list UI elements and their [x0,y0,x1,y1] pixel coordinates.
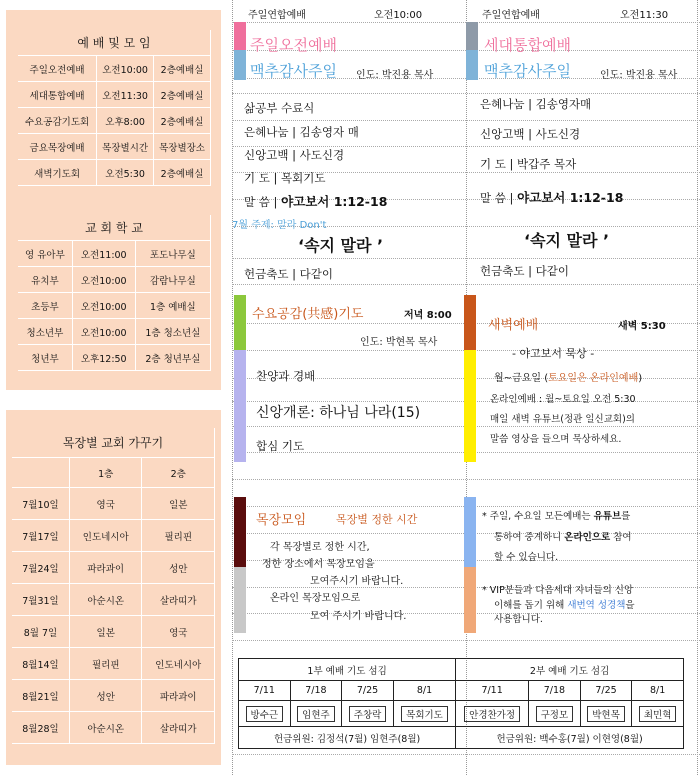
worship-cell: 2층예배실 [154,82,211,108]
duty-s2-date: 7/25 [580,681,632,701]
cleaning-cell: 8월14일 [12,648,70,680]
worship-cell: 금요목장예배 [18,134,97,160]
duty-s2-name: 구정모 [536,706,574,722]
worship-row [18,56,211,82]
school-cell: 청소년부 [18,319,73,345]
worship-cell: 세대통합예배 [18,82,97,108]
wed-time: 저녁 8:00 [404,310,452,321]
cleaning-cell: 성안 [142,552,215,584]
worship-row [18,160,211,186]
cleaning-cell: 7월17일 [12,520,70,552]
cleaning-header-row [12,458,215,488]
col2-sermon: 말 씀 | 야고보서 1:12-18 [480,190,624,205]
col1-bar-pink [234,22,246,50]
col2-service-title: 세대통합예배 [484,36,571,54]
wed-praise: 찬양과 경배 [256,369,316,383]
duty-s2-name-cell [580,701,632,727]
worship-cell: 오후8:00 [97,108,154,134]
duty-s1-name: 주창락 [349,706,387,722]
cleaning-cell: 7월24일 [12,552,70,584]
cleaning-header-cell: 1층 [70,458,143,488]
cleaning-cell: 일본 [70,616,143,648]
school-cell: 오전10:00 [73,293,136,319]
duty-s2-name: 최민혁 [639,706,677,722]
cleaning-row [12,520,215,552]
duty-s1-name-cell [290,701,342,727]
cleaning-cell: 7월10일 [12,488,70,520]
school-cell: 영 유아부 [18,241,73,267]
duty-s2-offering: 헌금위원: 백수홍(7월) 이현영(8월) [456,727,684,749]
school-cell: 오후12:50 [73,345,136,371]
col1-offering: 헌금축도 | 다같이 [244,267,333,281]
duty-s2-name: 박현목 [587,706,625,722]
worship-cell: 수요공감기도회 [18,108,97,134]
duty-s1-date: 7/25 [342,681,394,701]
cell-line-5: 모여 주시기 바랍니다. [310,611,407,622]
dawn-book: - 야고보서 묵상 - [512,347,595,360]
worship-cell: 2층예배실 [154,56,211,82]
duty-table [238,658,684,749]
cleaning-row [12,488,215,520]
cleaning-cell: 아순시온 [70,584,143,616]
col1-subtitle: 맥추감사주일 [250,62,337,80]
col2-sermon-ref: 야고보서 1:12-18 [517,190,624,205]
school-cell: 감람나무실 [136,267,211,293]
cleaning-cell: 영국 [142,616,215,648]
school-row [18,241,211,267]
cleaning-cell: 성안 [70,680,143,712]
worship-cell: 오전5:30 [97,160,154,186]
school-cell: 오전10:00 [73,267,136,293]
cleaning-row [12,712,215,744]
worship-table-title: 예 배 및 모 임 [18,30,211,56]
duty-s1-offering: 헌금위원: 김정석(7월) 임현주(8월) [239,727,456,749]
duty-s1-name-cell [393,701,455,727]
col1-bar-blue [234,50,246,80]
school-cell: 오전10:00 [73,319,136,345]
cleaning-panel [6,410,221,765]
duty-s1-date: 7/11 [239,681,291,701]
col1-item-1: 삶공부 수료식 [244,101,315,115]
school-row [18,293,211,319]
cleaning-cell: 파라과이 [142,680,215,712]
dawn-online: 온라인예배 : 월~토요일 오전 5:30 [490,394,636,405]
duty-s2-name-cell [456,701,529,727]
duty-s2-date: 7/18 [529,681,581,701]
dawn-bar-yellow [464,350,476,462]
wed-leader: 인도: 박현목 목사 [360,337,438,348]
wed-bar-lavender [234,350,246,462]
school-table [18,215,211,241]
duty-s1-date: 7/18 [290,681,342,701]
worship-cell: 새벽기도회 [18,160,97,186]
notice-1-line-1: * 주일, 수요일 모든예배는 유튜브를 [482,511,631,522]
wed-prayer: 합심 기도 [256,439,305,453]
dawn-title: 새벽예배 [488,318,539,333]
dawn-time: 새벽 5:30 [618,321,666,332]
cleaning-cell: 8월 7일 [12,616,70,648]
school-cell: 초등부 [18,293,73,319]
school-row [18,319,211,345]
wed-topic: 신앙개론: 하나님 나라(15) [256,405,421,421]
cell-line-4: 온라인 목장모임으로 [270,593,361,604]
col1-item-3: 신앙고백 | 사도신경 [244,148,345,162]
col1-theme: 7월 주제: 말라 Don't [232,220,327,231]
col2-item-1: 은혜나눔 | 김송영자매 [480,97,592,111]
worship-cell: 오전11:30 [97,82,154,108]
cleaning-row [12,648,215,680]
col1-item-2: 은혜나눔 | 김송영자 매 [244,125,359,139]
school-cell: 포도나무실 [136,241,211,267]
notice-bar-skyblue [464,497,476,567]
cleaning-cell: 인도네시아 [70,520,143,552]
duty-s1-title: 1부 예배 기도 섬김 [239,659,456,681]
duty-s1-name: 목회기도 [401,706,448,722]
col2-bar-gray [466,22,478,50]
worship-rows [18,56,211,186]
duty-s2-date: 8/1 [632,681,684,701]
cell-bar-darkred [234,497,246,567]
worship-schedule-panel [6,10,221,390]
worship-cell: 2층예배실 [154,108,211,134]
worship-row [18,134,211,160]
school-rows [18,241,211,371]
cleaning-header-cell: 2층 [142,458,215,488]
dawn-days: 월~금요일 (토요일은 온라인예배) [494,373,643,384]
cleaning-rows [12,458,215,744]
cleaning-cell: 일본 [142,488,215,520]
col2-item-2: 신앙고백 | 사도신경 [480,127,581,141]
cell-line-1: 각 목장별로 정한 시간, [270,542,370,553]
col1-header-time: 오전10:00 [374,10,423,21]
worship-cell: 목장별장소 [154,134,211,160]
duty-s1-name-cell [342,701,394,727]
cleaning-row [12,616,215,648]
cleaning-table-title: 목장별 교회 가꾸기 [12,428,215,458]
cleaning-cell: 아순시온 [70,712,143,744]
cleaning-header-cell [12,458,70,488]
cleaning-cell: 살라띠가 [142,584,215,616]
cleaning-row [12,584,215,616]
notice-2-line-2: 이해를 돕기 위해 새번역 성경책을 [494,600,635,611]
dawn-desc-1: 매일 새벽 유튜브(정관 일신교회)의 [490,414,635,425]
wed-title: 수요공감(共感)기도 [252,307,364,322]
dawn-desc-2: 말씀 영상을 들으며 묵상하세요. [490,434,622,445]
worship-row [18,82,211,108]
col1-sermon-ref: 야고보서 1:12-18 [281,194,388,209]
duty-s2-name-cell [529,701,581,727]
col2-item-3: 기 도 | 박갑주 목자 [480,157,577,171]
school-cell: 1층 청소년실 [136,319,211,345]
worship-cell: 오전10:00 [97,56,154,82]
duty-s1-name: 임현주 [297,706,335,722]
cleaning-cell: 8월28일 [12,712,70,744]
school-table-title: 교 회 학 교 [18,215,211,241]
worship-cell: 주일오전예배 [18,56,97,82]
cell-subtitle: 목장별 정한 시간 [336,513,418,526]
dawn-days-note: 토요일은 온라인예배 [548,373,639,384]
col1-leader: 인도: 박진용 목사 [356,70,434,81]
col2-leader: 인도: 박진용 목사 [600,70,678,81]
school-cell: 1층 예배실 [136,293,211,319]
col1-header-label: 주일연합예배 [248,10,306,21]
col2-header-time: 오전11:30 [620,10,669,21]
cleaning-cell: 필리핀 [142,520,215,552]
duty-s1-name: 방수근 [246,706,284,722]
cell-line-2: 정한 장소에서 목장모임을 [262,559,375,570]
col1-sermon-title: ‘속지 말라 ’ [298,236,384,255]
cleaning-row [12,552,215,584]
worship-cell: 2층예배실 [154,160,211,186]
school-cell: 청년부 [18,345,73,371]
duty-s2-name-cell [632,701,684,727]
notice-2-line-3: 사용합니다. [494,614,543,625]
col1-sermon: 말 씀 | 야고보서 1:12-18 [244,194,388,209]
cleaning-cell: 살라띠가 [142,712,215,744]
cleaning-cell: 파라과이 [70,552,143,584]
duty-s2-name: 안경찬가정 [464,706,520,722]
duty-s1-date: 8/1 [393,681,455,701]
cleaning-cell: 8월21일 [12,680,70,712]
cell-bar-gray [234,567,246,633]
cleaning-cell: 7월31일 [12,584,70,616]
col2-subtitle: 맥추감사주일 [484,62,571,80]
school-cell: 오전11:00 [73,241,136,267]
worship-cell: 목장별시간 [97,134,154,160]
notice-1-line-2: 통하여 중계하니 온라인으로 참여 [494,532,632,543]
worship-row [18,108,211,134]
duty-s2-title: 2부 예배 기도 섬김 [456,659,684,681]
worship-table [18,30,211,56]
wed-bar-green [234,295,246,350]
dawn-bar-orange [464,295,476,350]
school-row [18,345,211,371]
notice-1-line-3: 할 수 있습니다. [494,552,559,563]
cell-title: 목장모임 [256,513,307,528]
notice-2-line-1: * VIP분들과 다음세대 자녀들의 신앙 [482,585,634,596]
school-cell: 2층 청년부실 [136,345,211,371]
cleaning-table [12,428,215,458]
col1-service-title: 주일오전예배 [250,36,337,54]
col2-header-label: 주일연합예배 [482,10,540,21]
cleaning-cell: 인도네시아 [142,648,215,680]
col2-sermon-title: ‘속지 말라 ’ [524,231,610,250]
notice-bar-peach [464,567,476,633]
cleaning-cell: 필리핀 [70,648,143,680]
col2-offering: 헌금축도 | 다같이 [480,264,569,278]
school-cell: 유치부 [18,267,73,293]
duty-s1-name-cell [239,701,291,727]
cleaning-row [12,680,215,712]
col2-bar-blue [466,50,478,80]
cleaning-cell: 영국 [70,488,143,520]
col1-item-4: 기 도 | 목회기도 [244,171,326,185]
school-row [18,267,211,293]
cell-line-3: 모여주시기 바랍니다. [310,576,404,587]
duty-s2-date: 7/11 [456,681,529,701]
